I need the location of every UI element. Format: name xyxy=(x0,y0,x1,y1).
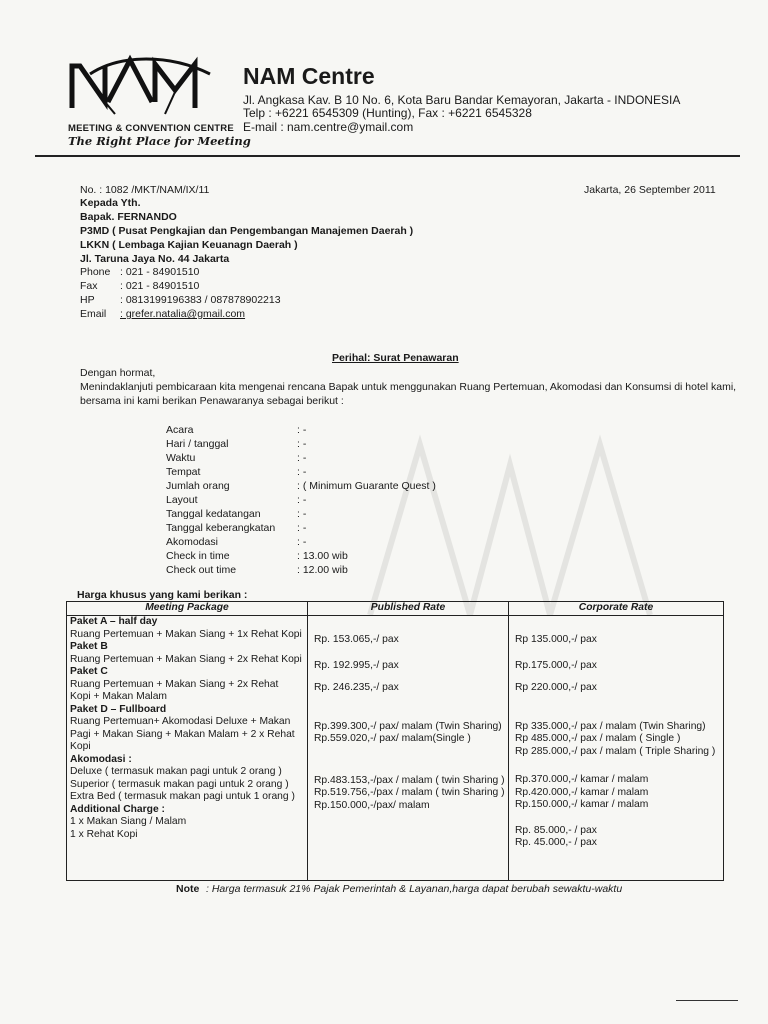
akomodasi-deluxe: Deluxe ( termasuk makan pagi untuk 2 orang ) xyxy=(70,766,282,777)
contact-fax: : 021 - 84901510 xyxy=(120,280,200,292)
additional-meal: 1 x Makan Siang / Malam xyxy=(70,816,187,827)
event-label: Tempat xyxy=(166,466,201,478)
company-address: Jl. Angkasa Kav. B 10 No. 6, Kota Baru Bandar Kemayoran, Jakarta - INDONESIA xyxy=(243,93,681,107)
footer-line xyxy=(676,1000,738,1001)
contact-label: Email xyxy=(80,308,107,320)
akomodasi-title: Akomodasi : xyxy=(70,753,132,765)
event-value: : - xyxy=(297,452,307,464)
paket-a-published: Rp. 153.065,-/ pax xyxy=(314,634,399,645)
paket-d-corporate-triple: Rp 285.000,-/ pax / malam ( Triple Sharing ) xyxy=(515,745,716,757)
contact-phone: : 021 - 84901510 xyxy=(120,266,200,278)
paket-b-title: Paket B xyxy=(70,641,108,652)
paket-d-published-single: Rp.559.020,-/ pax/ malam(Single ) xyxy=(314,733,471,744)
paket-c-desc-2: Kopi + Makan Malam xyxy=(70,691,168,702)
table-bottom-border xyxy=(67,876,724,881)
event-value: : ( Minimum Guarante Quest ) xyxy=(297,480,436,492)
additional-coffee-corporate: Rp. 45.000,- / pax xyxy=(515,837,597,848)
paket-a-corporate: Rp 135.000,-/ pax xyxy=(515,634,597,645)
contact-label: HP xyxy=(80,294,95,306)
letter-greeting: Dengan hormat, xyxy=(80,367,156,379)
event-label: Check in time xyxy=(166,550,230,562)
nam-logo xyxy=(60,52,225,122)
event-value: : - xyxy=(297,536,307,548)
table-row xyxy=(67,616,724,877)
paket-d-desc-3: Kopi xyxy=(70,741,91,752)
table-header-row xyxy=(67,602,724,616)
recipient-org-1: P3MD ( Pusat Pengkajian dan Pengembangan Manajemen Daerah ) xyxy=(80,225,414,237)
paket-d-title: Paket D – Fullboard xyxy=(70,703,167,715)
contact-hp: : 0813199196383 / 087878902213 xyxy=(120,294,281,306)
paket-a-title: Paket A – half day xyxy=(70,616,158,627)
col-meeting-package: Meeting Package xyxy=(67,602,308,616)
event-label: Akomodasi xyxy=(166,536,218,548)
company-name: NAM Centre xyxy=(243,63,375,89)
letter-body-1: Menindaklanjuti pembicaraan kita mengenai rencana Bapak untuk menggunakan Ruang Pertemuan, Akomodasi dan Konsumsi di hotel kami, xyxy=(80,381,737,393)
company-email: E-mail : nam.centre@ymail.com xyxy=(243,120,414,134)
event-value: : - xyxy=(297,522,307,534)
paket-c-published: Rp. 246.235,-/ pax xyxy=(314,682,399,693)
recipient-name: Bapak. FERNANDO xyxy=(80,211,177,223)
contact-label: Phone xyxy=(80,266,111,278)
akomodasi-superior-published: Rp.519.756,-/pax / malam ( twin Sharing ) xyxy=(314,787,505,798)
akomodasi-superior: Superior ( termasuk makan pagi untuk 2 orang ) xyxy=(70,778,289,790)
recipient-street: Jl. Taruna Jaya No. 44 Jakarta xyxy=(80,253,230,265)
col-corporate-rate: Corporate Rate xyxy=(509,602,724,616)
paket-b-published: Rp. 192.995,-/ pax xyxy=(314,659,399,671)
paket-b-desc: Ruang Pertemuan + Makan Siang + 2x Rehat Kopi xyxy=(70,653,302,665)
paket-d-corporate-twin: Rp 335.000,-/ pax / malam (Twin Sharing) xyxy=(515,720,706,732)
letter-date: Jakarta, 26 September 2011 xyxy=(584,184,716,196)
event-label: Hari / tanggal xyxy=(166,438,229,450)
note-label: Note xyxy=(176,883,200,895)
salutation-to: Kepada Yth. xyxy=(80,197,141,209)
logo-text: NAM xyxy=(60,52,63,53)
event-value: : - xyxy=(297,466,307,478)
paket-b-corporate: Rp.175.000,-/ pax xyxy=(515,659,597,671)
event-label: Acara xyxy=(166,424,194,436)
event-label: Jumlah orang xyxy=(166,480,230,492)
letter-body-2: bersama ini kami berikan Penawaranya sebagai berikut : xyxy=(80,395,344,407)
paket-c-corporate: Rp 220.000,-/ pax xyxy=(515,682,597,693)
event-label: Tanggal kedatangan xyxy=(166,508,261,520)
contact-label: Fax xyxy=(80,280,98,292)
akomodasi-extrabed-published: Rp.150.000,-/pax/ malam xyxy=(314,799,430,811)
akomodasi-extrabed-corporate: Rp.150.000,-/ kamar / malam xyxy=(515,799,649,810)
additional-title: Additional Charge : xyxy=(70,803,165,815)
paket-a-desc: Ruang Pertemuan + Makan Siang + 1x Rehat Kopi xyxy=(70,628,302,640)
event-value: : 13.00 wib xyxy=(297,550,348,562)
contact-email: : grefer.natalia@gmail.com xyxy=(120,308,246,320)
header-divider xyxy=(35,155,740,157)
additional-meal-corporate: Rp. 85.000,- / pax xyxy=(515,824,597,836)
event-label: Tanggal keberangkatan xyxy=(166,522,276,534)
watermark-logo xyxy=(360,425,660,625)
akomodasi-deluxe-corporate: Rp.370.000,-/ kamar / malam xyxy=(515,774,649,785)
pricing-heading: Harga khusus yang kami berikan : xyxy=(77,589,248,601)
letter-subject: Perihal: Surat Penawaran xyxy=(332,352,459,364)
akomodasi-superior-corporate: Rp.420.000,-/ kamar / malam xyxy=(515,786,649,798)
paket-d-desc-1: Ruang Pertemuan+ Akomodasi Deluxe + Makan xyxy=(70,716,291,727)
event-value: : 12.00 wib xyxy=(297,564,348,576)
pricing-table xyxy=(66,601,724,881)
paket-d-desc-2: Pagi + Makan Siang + Makan Malam + 2 x Rehat xyxy=(70,728,295,740)
paket-d-corporate-single: Rp 485.000,-/ pax / malam ( Single ) xyxy=(515,733,681,744)
event-value: : - xyxy=(297,424,307,436)
akomodasi-deluxe-published: Rp.483.153,-/pax / malam ( twin Sharing ) xyxy=(314,774,505,786)
event-label: Layout xyxy=(166,494,198,506)
letter-number: No. : 1082 /MKT/NAM/IX/11 xyxy=(80,184,210,196)
akomodasi-extrabed: Extra Bed ( termasuk makan pagi untuk 1 orang ) xyxy=(70,791,295,802)
logo-slogan: The Right Place for Meeting xyxy=(68,134,251,148)
paket-c-title: Paket C xyxy=(70,666,108,677)
event-value: : - xyxy=(297,438,307,450)
recipient-org-2: LKKN ( Lembaga Kajian Keuanagn Daerah ) xyxy=(80,239,298,251)
additional-coffee: 1 x Rehat Kopi xyxy=(70,828,138,840)
paket-c-desc-1: Ruang Pertemuan + Makan Siang + 2x Rehat xyxy=(70,678,279,690)
event-value: : - xyxy=(297,494,307,506)
col-published-rate: Published Rate xyxy=(308,602,509,616)
event-label: Waktu xyxy=(166,452,196,464)
event-label: Check out time xyxy=(166,564,237,576)
event-value: : - xyxy=(297,508,307,520)
note-text: : Harga termasuk 21% Pajak Pemerintah & Layanan,harga dapat berubah sewaktu-waktu xyxy=(206,883,623,895)
paket-d-published-twin: Rp.399.300,-/ pax/ malam (Twin Sharing) xyxy=(314,720,502,732)
logo-tagline: MEETING & CONVENTION CENTRE xyxy=(68,123,234,134)
company-phone: Telp : +6221 6545309 (Hunting), Fax : +6221 6545328 xyxy=(243,106,532,120)
